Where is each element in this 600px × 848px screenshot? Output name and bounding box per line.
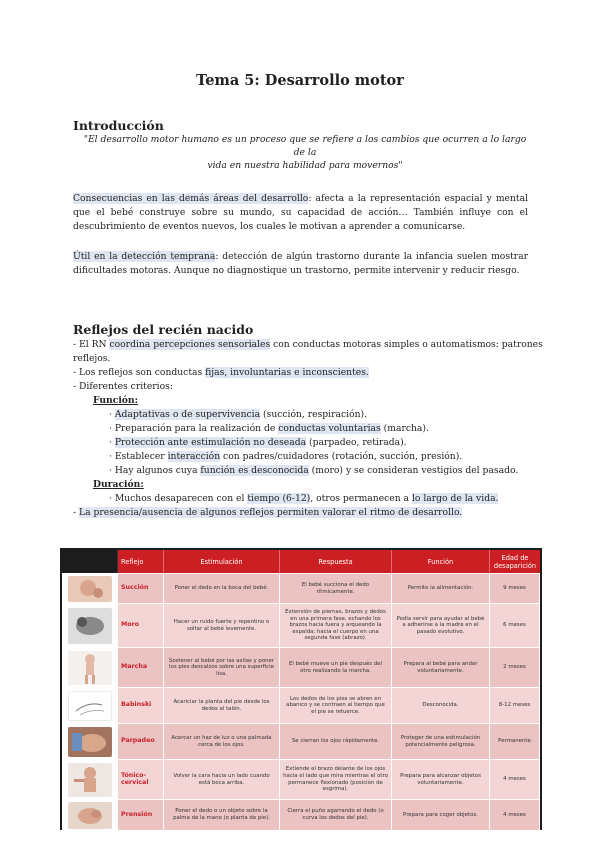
text: - [73,507,80,518]
age-cell: 9 meses [490,573,540,603]
stimulation-cell: Acercar un haz de luz o una palmada cerca de los ojos. [164,723,280,759]
highlight: coordina percepciones sensoriales [109,339,271,350]
page-title: Tema 5: Desarrollo motor [196,72,404,89]
list-item [73,492,533,506]
response-cell: Se cierran los ojos rápidamente. [280,723,392,759]
function-cell: Prepara para alcanzar objetos voluntariamente. [392,759,490,799]
stimulation-cell: Hacer un ruido fuerte y repentino o soltar al bebé levemente. [164,603,280,647]
walking-photo-icon [68,651,112,685]
paragraph-text: : detección de algún trastorno durante la infancia suelen mostrar dificultades motoras. Aunque no diagnostique un trastorno, permite intervenir y reducir riesgo. [73,251,528,276]
paragraph-text: : afecta a la representación espacial y mental que el bebé construye sobre su mundo, su capacidad de acción… También influye con el descubrimiento de eventos nuevos, los cuales le motivan a aprender a comunicarse. [73,193,529,232]
highlight: fijas, involuntarias e inconscientes. [205,367,369,378]
text: · Hay algunos cuya [109,465,201,476]
header-cell: Edad de desaparición [493,553,537,570]
header-blank [62,550,118,573]
text: con padres/cuidadores (rotación, succión, presión). [220,451,463,462]
moro-photo-icon [68,608,112,644]
row-image [62,573,118,603]
text: (marcha). [380,423,429,434]
reflejos-list [73,338,543,520]
highlight: conductas voluntarias [278,423,381,434]
highlight: función es desconocida [200,465,309,476]
text: reflejos. [73,353,111,364]
text: - Diferentes criterios: [73,381,173,392]
age-cell: 4 meses [490,799,540,830]
stimulation-cell: Poner el dedo en la boca del bebé. [164,573,280,603]
response-cell: Extensión de piernas, brazos y dedos en una primera fase, echando los brazos hacia fuera y arqueando la espalda; hacia el cuerpo en una segunda fase (abrazo). [280,603,392,647]
intro-quote [80,133,530,172]
function-cell: Desconocida. [392,687,490,723]
baby-photo-icon [68,576,112,602]
header-cell: Función [392,550,490,573]
highlight: Útil en la detección temprana [73,251,216,262]
response-cell: El bebé succiona el dedo rítmicamente. [280,573,392,603]
list-item [73,422,533,436]
table-header [62,550,540,573]
highlight: Adaptativas o de supervivencia [114,409,261,420]
list-item [73,436,533,450]
stimulation-cell: Acariciar la planta del pie desde los dedos al talón. [164,687,280,723]
response-cell: Extiende el brazo delante de los ojos hacia el lado que mira mientras el otro permanece flexionado (posición de esgrima). [280,759,392,799]
highlight: interacción [167,451,221,462]
list-item [73,380,533,394]
table-body [62,573,540,830]
age-cell: 4 meses [490,759,540,799]
list-item [73,450,533,464]
table-row [62,647,540,687]
age-cell: 6 meses [490,603,540,647]
table-row [62,573,540,603]
highlight: La presencia/ausencia de algunos reflejos permiten valorar el [79,507,370,518]
text: · Preparación para la realización de [109,423,279,434]
highlight: Protección ante estimulación no deseada [114,437,307,448]
text: · Establecer [109,451,168,462]
stimulation-cell: Poner el dedo o un objeto sobre la palma de la mano (o planta de pie). [164,799,280,830]
text: - El RN [73,339,110,350]
reflex-name: Parpadeo [118,723,164,759]
reflex-name: Babinski [118,687,164,723]
text: · [109,437,115,448]
text: - Los reflejos son conductas [73,367,206,378]
table-row [62,723,540,759]
text: (succión, respiración). [260,409,368,420]
reflex-name: Prensión [118,799,164,830]
text: · Muchos desaparecen con el [109,493,248,504]
quote-line: vida en nuestra habilidad para movernos" [207,160,403,171]
sub-label: Duración: [93,479,144,490]
age-cell: 8-12 meses [490,687,540,723]
grasp-photo-icon [68,802,112,829]
foot-sketch-icon [68,691,112,721]
highlight: ritmo de desarrollo. [369,507,463,518]
text: (parpadeo, retirada). [306,437,407,448]
text: (moro) y se consideran vestigios del pasado. [308,465,519,476]
quote-line: "El desarrollo motor humano es un proceso que se refiere a los cambios que ocurren a lo largo de la [83,134,527,158]
row-image [62,799,118,830]
reflex-name: Succión [118,573,164,603]
function-cell: Proteger de una estimulación potencialmente peligrosa. [392,723,490,759]
intro-heading: Introducción [73,118,164,133]
reflex-name: Moro [118,603,164,647]
row-image [62,687,118,723]
header-cell: Reflejo [118,550,164,573]
list-item [73,506,533,520]
reflex-name: Marcha [118,647,164,687]
response-cell: El bebé mueve un pie después del otro realizando la marcha. [280,647,392,687]
duracion-heading [73,478,533,492]
blink-photo-icon [68,727,112,757]
highlight: tiempo (6-12) [247,493,311,504]
list-item [73,464,533,478]
table-row [62,603,540,647]
list-item [73,408,533,422]
text: con conductas motoras simples o automatismos: patrones [270,339,543,350]
function-cell: Prepara para coger objetos. [392,799,490,830]
header-cell: Respuesta [280,550,392,573]
age-cell: Permanente [490,723,540,759]
tonic-photo-icon [68,763,112,797]
function-cell: Permite la alimentación. [392,573,490,603]
row-image [62,603,118,647]
reflex-name: Tónico-cervical [118,759,164,799]
table-row [62,687,540,723]
sub-label: Función: [93,395,139,406]
function-cell: Prepara al bebé para andar voluntariamente. [392,647,490,687]
stimulation-cell: Sostener al bebé por las axilas y poner los pies descalzos sobre una superficie lisa. [164,647,280,687]
text: · [109,409,115,420]
funcion-heading [73,394,533,408]
list-item [73,366,533,380]
list-item [73,338,543,352]
paragraph-deteccion [73,250,528,278]
response-cell: Cierra el puño agarrando el dedo (o curva los dedos del pie). [280,799,392,830]
highlight: lo largo de la vida. [411,493,499,504]
text: , otros permanecen a [310,493,412,504]
row-image [62,759,118,799]
header-cell: Estimulación [164,550,280,573]
stimulation-cell: Volver la cara hacia un lado cuando está boca arriba. [164,759,280,799]
reflexes-table [60,548,542,830]
table-row [62,759,540,799]
row-image [62,647,118,687]
paragraph-consecuencias [73,192,528,234]
table-row [62,799,540,830]
highlight: Consecuencias en las demás áreas del desarrollo [73,193,309,204]
function-cell: Podía servir para ayudar al bebé a adherirse a la madre en el pasado evolutivo. [392,603,490,647]
list-item [73,352,533,366]
row-image [62,723,118,759]
age-cell: 2 meses [490,647,540,687]
response-cell: Los dedos de los pies se abren en abanico y se contraen al tiempo que el pie se retuerce. [280,687,392,723]
reflejos-heading: Reflejos del recién nacido [73,322,254,337]
